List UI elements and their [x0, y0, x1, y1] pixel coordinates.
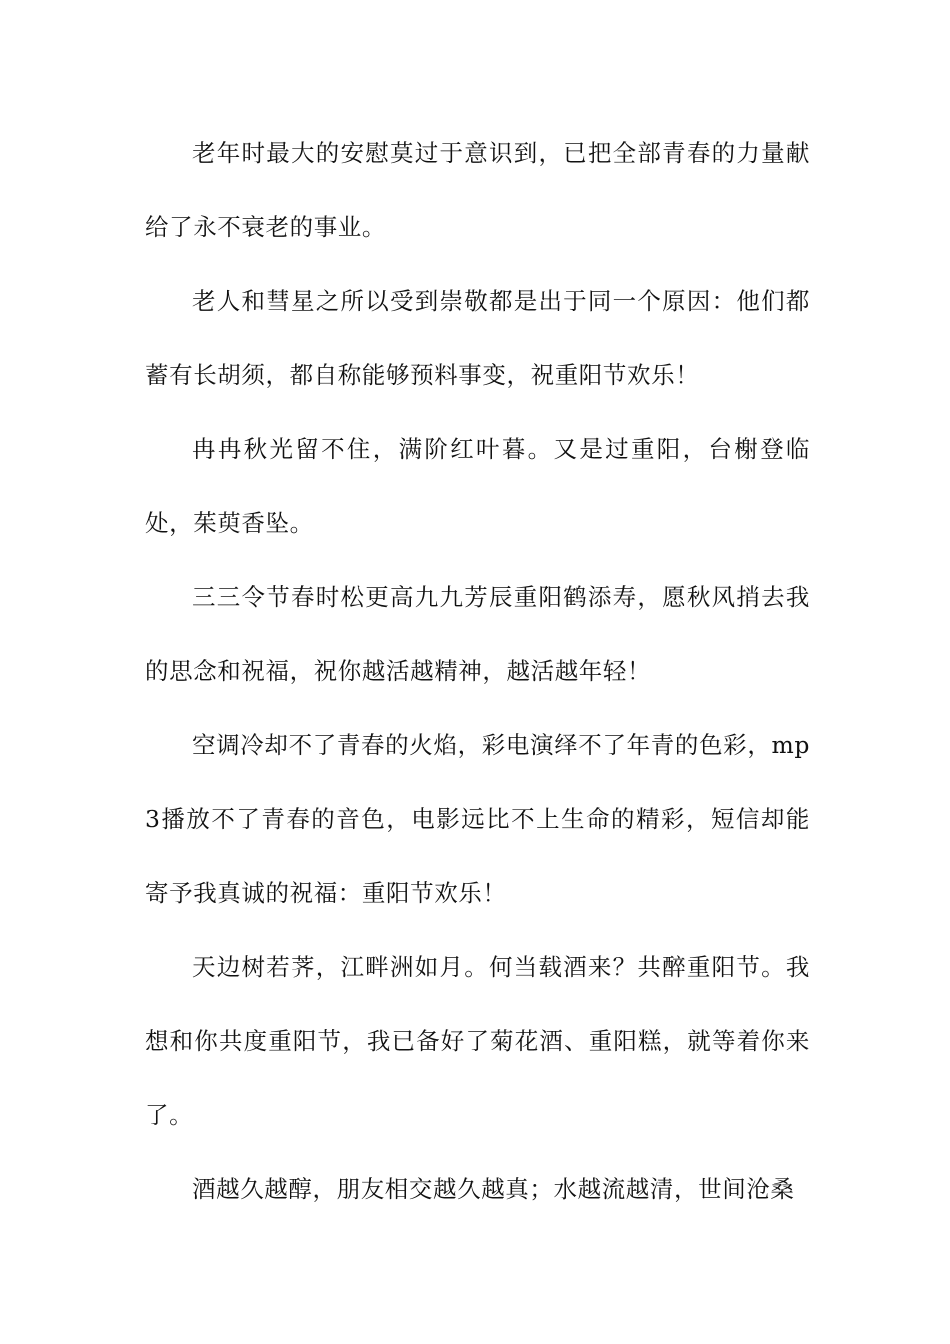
paragraph-4: 三三令节春时松更高九九芳辰重阳鹤添寿，愿秋风捎去我的思念和祝福，祝你越活越精神，越活越年轻！ [145, 583, 810, 685]
paragraph-3: 冉冉秋光留不住，满阶红叶暮。又是过重阳，台榭登临处，茱萸香坠。 [145, 435, 810, 537]
paragraph-2: 老人和彗星之所以受到崇敬都是出于同一个原因：他们都蓄有长胡须，都自称能够预料事变，祝重阳节欢乐！ [145, 287, 810, 389]
paragraph-7: 酒越久越醇，朋友相交越久越真；水越流越清，世间沧桑 [192, 1175, 795, 1203]
document-body [145, 116, 810, 1226]
paragraph-5: 空调冷却不了青春的火焰，彩电演绎不了年青的色彩，mp3播放不了青春的音色，电影远比不上生命的精彩，短信却能寄予我真诚的祝福：重阳节欢乐！ [145, 731, 810, 907]
paragraph-6: 天边树若荠，江畔洲如月。何当载酒来？共醉重阳节。我想和你共度重阳节，我已备好了菊花酒、重阳糕，就等着你来了。 [145, 953, 810, 1129]
paragraph-1: 老年时最大的安慰莫过于意识到，已把全部青春的力量献给了永不衰老的事业。 [145, 139, 810, 241]
